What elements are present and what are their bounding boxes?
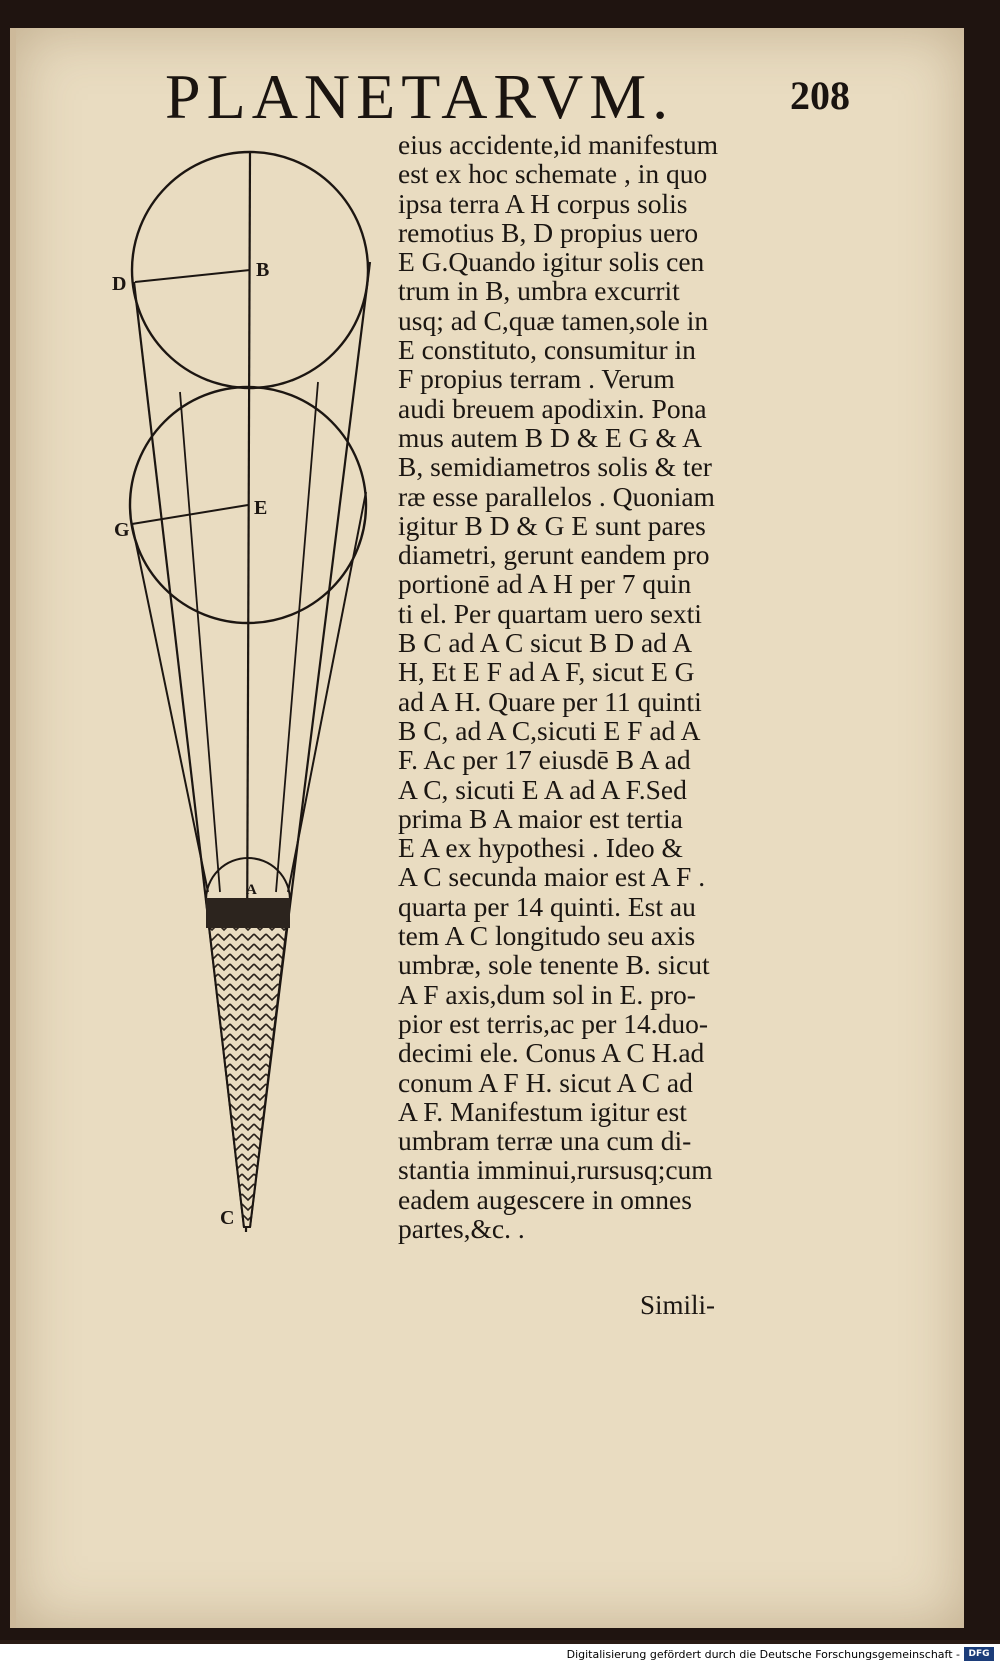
text-line: usq; ad C,quæ tamen,sole in [398, 304, 709, 336]
label-e: E [254, 497, 268, 519]
text-line: partes,&c. . [398, 1212, 525, 1244]
dfg-logo: DFG [964, 1647, 994, 1661]
text-line: ti el. Per quartam uero sexti [398, 597, 702, 629]
text-line: stantia imminui,rursusq;cum [398, 1154, 713, 1186]
text-line: portionē ad A H per 7 quin [398, 568, 692, 600]
label-b: B [256, 259, 270, 281]
text-line: H, Et E F ad A F, sicut E G [398, 656, 695, 688]
earth-band [206, 898, 290, 928]
label-g: G [114, 519, 130, 541]
text-line: A C, sicuti E A ad A F.Sed [398, 773, 687, 805]
body-text-column [398, 130, 768, 1243]
label-c: C [220, 1207, 235, 1229]
text-line: est ex hoc schemate , in quo [398, 158, 708, 190]
text-line: F. Ac per 17 eiusdē B A ad [398, 744, 691, 776]
page-number: 208 [790, 73, 850, 118]
text-line: igitur B D & G E sunt pares [398, 509, 706, 541]
text-line: mus autem B D & E G & A [398, 421, 703, 453]
catchword: Simili- [640, 1290, 716, 1320]
text-line: B C ad A C sicut B D ad A [398, 627, 693, 659]
text-line: A F. Manifestum igitur est [398, 1095, 687, 1127]
text-line: trum in B, umbra excurrit [398, 275, 680, 307]
text-line: ipsa terra A H corpus solis [398, 187, 688, 219]
text-line: umbram terræ una cum di- [398, 1125, 692, 1157]
tangent-right-e [288, 492, 366, 892]
text-line: decimi ele. Conus A C H.ad [398, 1037, 705, 1069]
text-line: quarta per 14 quinti. Est au [398, 890, 696, 922]
text-line: F propius terram . Verum [398, 363, 675, 395]
text-line: A C secunda maior est A F . [398, 861, 706, 893]
funding-credit: Digitalisierung gefördert durch die Deutsche Forschungsgemeinschaft - [566, 1648, 960, 1661]
text-line: audi breuem apodixin. Pona [398, 392, 707, 424]
text-line: pior est terris,ac per 14.duo- [398, 1007, 709, 1039]
label-a: A [246, 882, 257, 898]
earth-shadow-cone [206, 900, 290, 1227]
text-line: A F axis,dum sol in E. pro- [398, 978, 696, 1010]
text-line: remotius B, D propius uero [398, 216, 699, 248]
text-line: diametri, gerunt eandem pro [398, 539, 710, 571]
radius-bd [135, 270, 250, 282]
text-line: B C, ad A C,sicuti E F ad A [398, 714, 701, 746]
text-line: ræ esse parallelos . Quoniam [398, 480, 715, 512]
text-line: E A ex hypothesi . Ideo & [398, 832, 683, 864]
tangent-left-e [132, 524, 208, 892]
text-line: E G.Quando igitur solis cen [398, 246, 705, 278]
label-d: D [112, 273, 127, 295]
text-line: eius accidente,id manifestum [398, 129, 718, 160]
inner-line-left [180, 392, 220, 892]
running-head-title: PLANETARVM. [165, 61, 675, 132]
text-line: umbræ, sole tenente B. sicut [398, 949, 710, 981]
text-line: eadem augescere in omnes [398, 1183, 692, 1215]
inner-line-right [276, 382, 318, 892]
text-line: conum A F H. sicut A C ad [398, 1066, 693, 1098]
text-line: B, semidiametros solis & ter [398, 451, 712, 483]
text-line: tem A C longitudo seu axis [398, 920, 696, 952]
shadow-cone-diagram [110, 132, 430, 1322]
text-line: prima B A maior est tertia [398, 802, 683, 834]
text-line: E constituto, consumitur in [398, 334, 696, 366]
text-line: ad A H. Quare per 11 quinti [398, 685, 702, 717]
